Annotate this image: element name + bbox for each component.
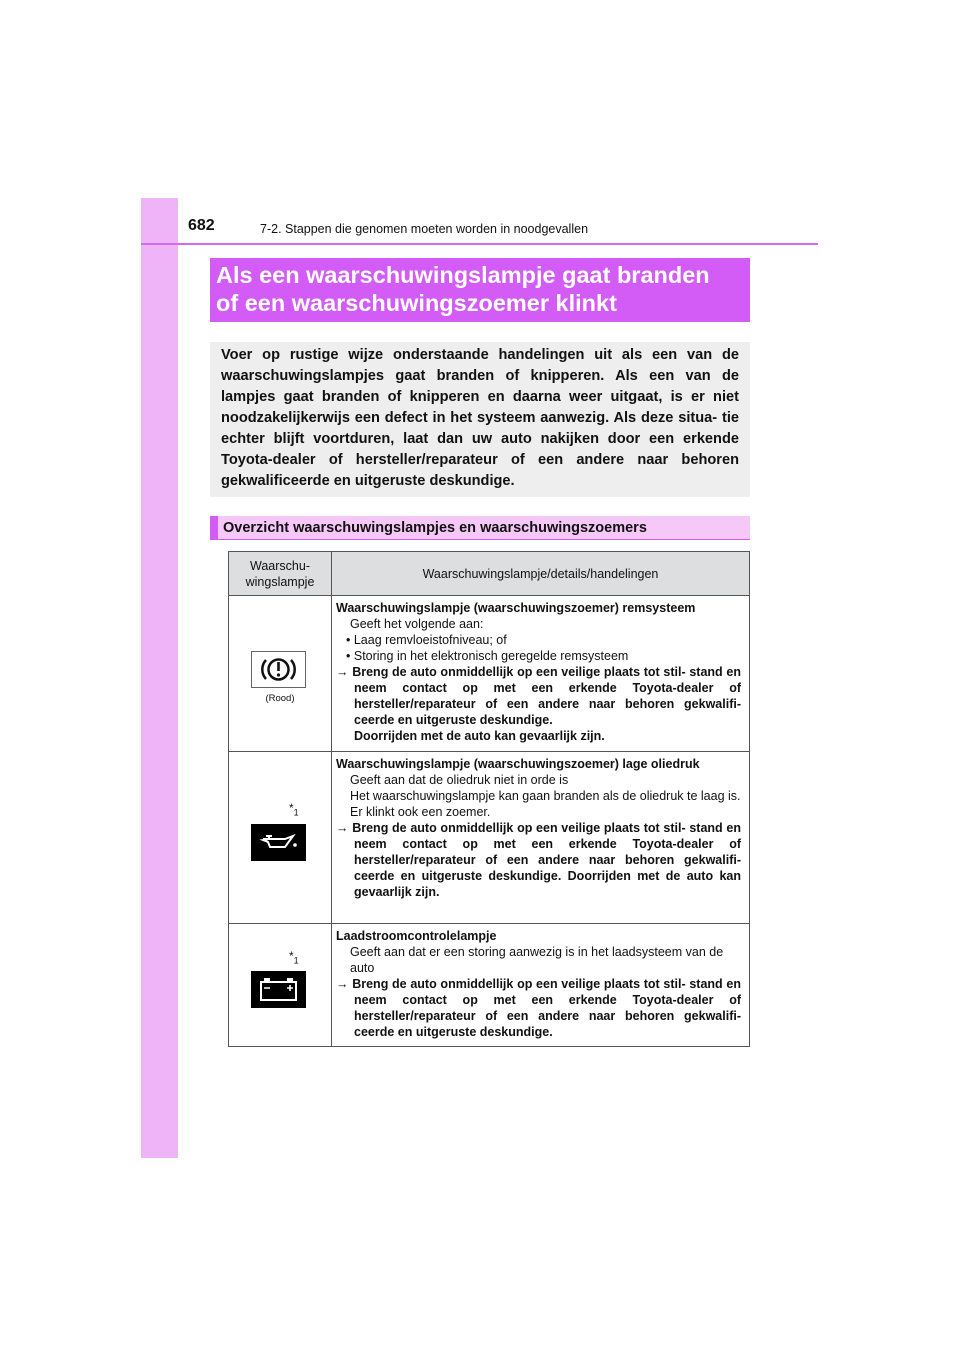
brake-warning-icon xyxy=(251,651,306,688)
row-line: Het waarschuwingslampje kan gaan branden als de oliedruk te laag is. xyxy=(350,789,741,803)
warning-lights-table xyxy=(228,551,750,1047)
action-text: → Breng de auto onmiddellijk op een veilige plaats tot stil- stand en neem contact op met een erkende Toyota-dealer of hersteller/reparateur of een andere naar behoren gekwalifi- ceerde en uitgeruste deskundige. xyxy=(336,665,741,727)
column-header-lamp: Waarschu- wingslampje xyxy=(229,552,332,596)
bullet-item: • Storing in het elektronisch geregelde remsysteem xyxy=(346,649,629,663)
table-header-row xyxy=(229,552,750,596)
page-title xyxy=(210,258,750,322)
column-header-details: Waarschuwingslampje/details/handelingen xyxy=(332,552,750,596)
bullet-item: • Laag remvloeistofniveau; of xyxy=(346,633,507,647)
details-cell xyxy=(332,752,750,924)
details-cell xyxy=(332,924,750,1047)
oil-pressure-icon xyxy=(251,824,306,861)
table-row xyxy=(229,596,750,752)
row-line: Geeft het volgende aan: xyxy=(350,617,484,631)
action-text: → Breng de auto onmiddellijk op een veilige plaats tot stil- stand en neem contact op met een erkende Toyota-dealer of hersteller/reparateur of een andere naar behoren gekwalifi- ceerde en uitgeruste deskundige. xyxy=(336,977,741,1039)
icon-caption: (Rood) xyxy=(265,693,295,704)
icon-cell xyxy=(229,596,332,752)
row-line: Geeft aan dat er een storing aanwezig is in het laadsysteem van de auto xyxy=(350,945,724,975)
row-line: Geeft aan dat de oliedruk niet in orde is xyxy=(350,773,569,787)
row-line: Er klinkt ook een zoemer. xyxy=(350,805,491,819)
table-row xyxy=(229,924,750,1047)
table-row xyxy=(229,752,750,924)
breadcrumb: 7-2. Stappen die genomen moeten worden in noodgevallen xyxy=(260,222,589,236)
row-title: Waarschuwingslampje (waarschuwingszoemer) remsysteem xyxy=(336,601,696,615)
details-cell xyxy=(332,596,750,752)
section-title: Overzicht waarschuwingslampjes en waarschuwingszoemers xyxy=(210,516,750,540)
icon-cell xyxy=(229,924,332,1047)
chapter-tab-strip xyxy=(141,198,178,1158)
title-line-1: Als een waarschuwingslampje gaat branden xyxy=(216,262,710,288)
footnote-marker: $*_1$ xyxy=(289,801,299,818)
footnote-marker: $*_1$ xyxy=(289,949,299,966)
title-line-2: of een waarschuwingszoemer klinkt xyxy=(216,290,617,316)
action-text-2: Doorrijden met de auto kan gevaarlijk zijn. xyxy=(354,729,605,743)
icon-cell xyxy=(229,752,332,924)
row-title: Waarschuwingslampje (waarschuwingszoemer) lage oliedruk xyxy=(336,757,700,771)
battery-icon xyxy=(251,971,306,1008)
intro-text: Voer op rustige wijze onderstaande handelingen uit als een van de waarschuwingslampjes gaat branden of knipperen. Als een van de lampjes gaat branden of knipperen en daarna weer uitgaat, is er niet noodzakelijkerwijs een defect in het systeem aanwezig. Als deze situa- tie echter blijft voortduren, laat dan uw auto nakijken door een erkende Toyota-dealer of hersteller/reparateur of een andere naar behoren gekwalificeerde en uitgeruste deskundige. xyxy=(210,342,750,497)
header-divider xyxy=(141,243,818,245)
page-number: 682 xyxy=(188,217,215,234)
row-title: Laadstroomcontrolelampje xyxy=(336,929,497,943)
action-text: → Breng de auto onmiddellijk op een veilige plaats tot stil- stand en neem contact op met een erkende Toyota-dealer of hersteller/reparateur of een andere naar behoren gekwalifi- ceerde en uitgeruste deskundige. Doorrijden met de auto kan gevaarlijk zijn. xyxy=(336,821,741,899)
